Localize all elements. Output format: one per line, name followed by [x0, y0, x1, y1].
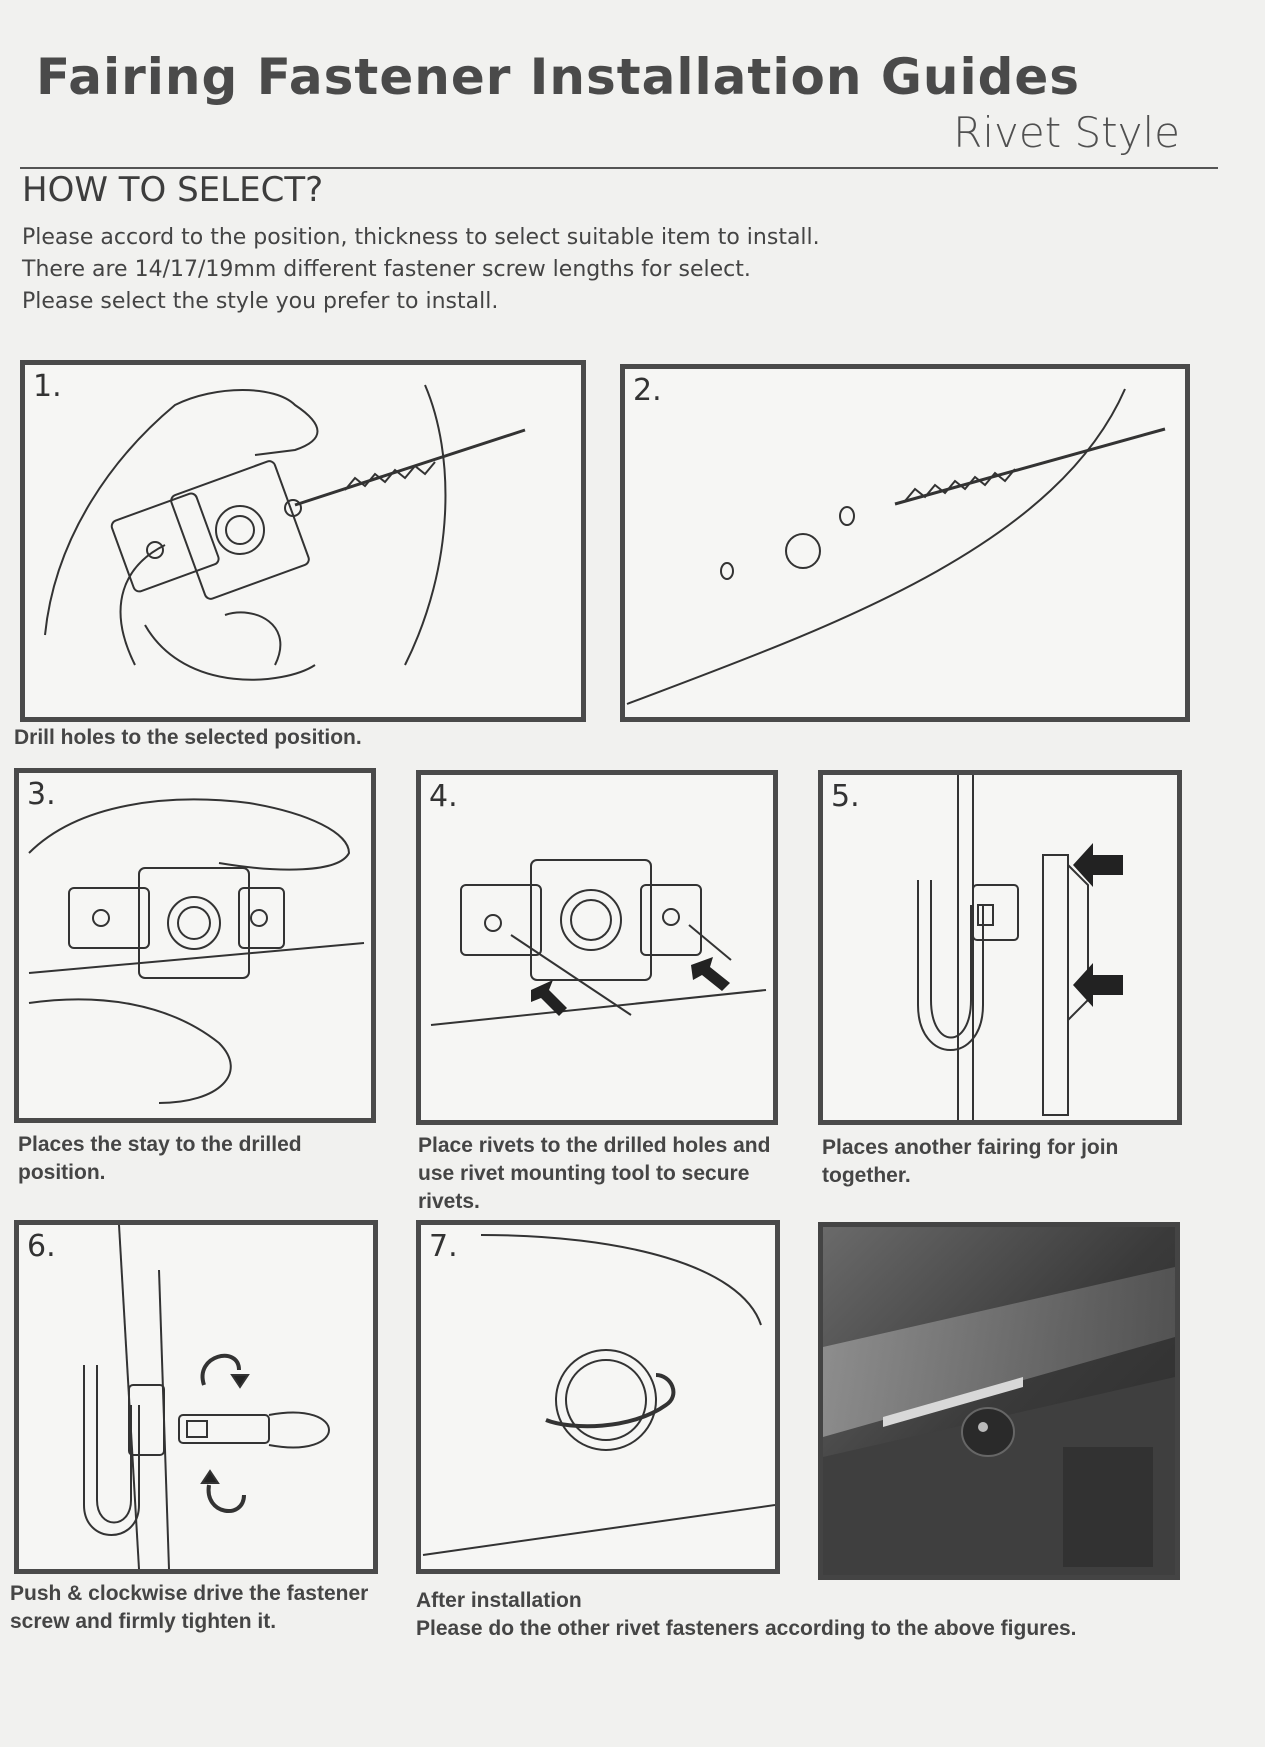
- page-title: Fairing Fastener Installation Guides: [36, 48, 1081, 106]
- join-fairing-illustration: [823, 775, 1177, 1120]
- step-4-panel: [416, 770, 778, 1125]
- place-stay-illustration: [19, 773, 371, 1118]
- footer-note: Please do the other rivet fasteners according to the above figures.: [416, 1617, 1077, 1640]
- step-6-caption: Push & clockwise drive the fastener screw and firmly tighten it.: [10, 1582, 369, 1633]
- step-7-caption: After installation: [416, 1589, 582, 1612]
- section-heading: HOW TO SELECT?: [22, 170, 324, 210]
- page-subtitle: Rivet Style: [953, 108, 1180, 157]
- step-number: 4.: [429, 779, 458, 814]
- step-number: 6.: [27, 1229, 56, 1264]
- drilled-holes-illustration: [625, 369, 1185, 717]
- step-7-panel: [416, 1220, 780, 1574]
- step-1-panel: [20, 360, 586, 722]
- installed-fastener-illustration: [421, 1225, 775, 1569]
- intro-text: [22, 222, 820, 318]
- step-3-panel: [14, 768, 376, 1123]
- step-number: 2.: [633, 373, 662, 408]
- installed-photo: [818, 1222, 1180, 1580]
- step-1-caption: Drill holes to the selected position.: [14, 726, 362, 749]
- intro-line: Please accord to the position, thickness to select suitable item to install.: [22, 225, 820, 250]
- step-number: 1.: [33, 369, 62, 404]
- step-3-caption: Places the stay to the drilled position.: [18, 1133, 302, 1184]
- step-5-panel: [818, 770, 1182, 1125]
- intro-line: Please select the style you prefer to install.: [22, 289, 499, 314]
- step-2-panel: [620, 364, 1190, 722]
- fastener-photo-image: [823, 1227, 1175, 1575]
- drill-bracket-illustration: [25, 365, 581, 717]
- place-rivets-illustration: [421, 775, 773, 1120]
- header-divider: [20, 167, 1218, 169]
- step-6-panel: [14, 1220, 378, 1574]
- drive-screw-illustration: [19, 1225, 373, 1569]
- step-5-caption: Places another fairing for join together.: [822, 1136, 1119, 1187]
- step-number: 7.: [429, 1229, 458, 1264]
- intro-line: There are 14/17/19mm different fastener screw lengths for select.: [22, 257, 751, 282]
- step-number: 5.: [831, 779, 860, 814]
- step-4-caption: Place rivets to the drilled holes and use rivet mounting tool to secure rivets.: [418, 1134, 771, 1213]
- step-number: 3.: [27, 777, 56, 812]
